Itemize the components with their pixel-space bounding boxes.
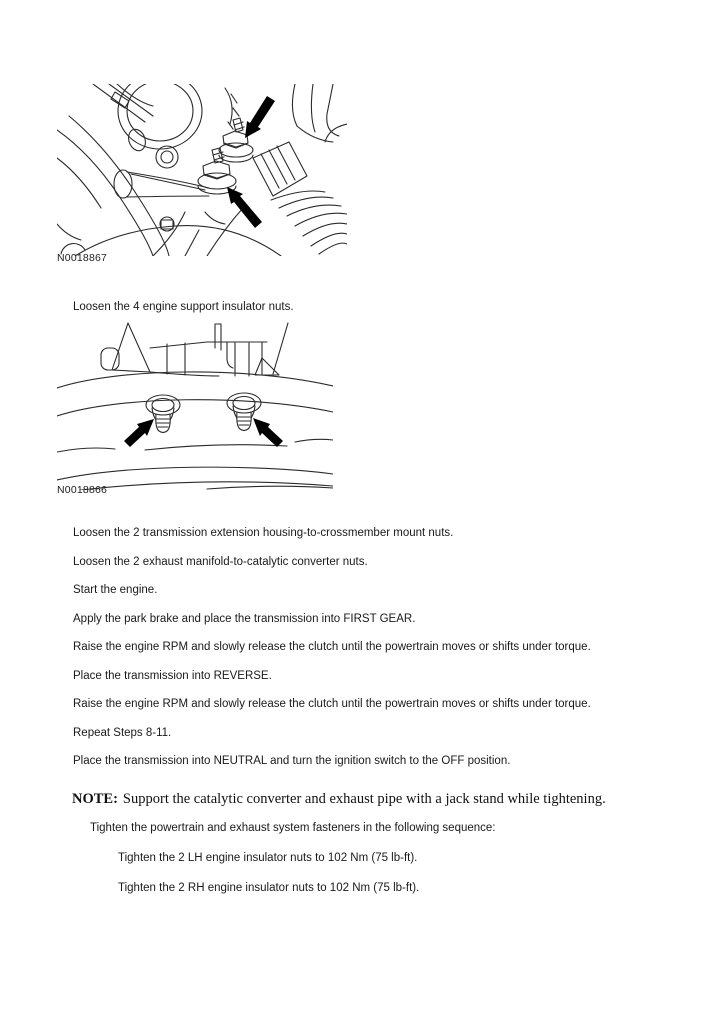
- arrow-right-mount-nut: [253, 418, 283, 447]
- note-paragraph: [72, 791, 606, 808]
- arrow-left-mount-nut: [124, 419, 154, 447]
- note-label: NOTE:: [72, 790, 118, 807]
- step-reverse: Place the transmission into REVERSE.: [73, 669, 272, 682]
- figure-crossmember-mount-nuts: [57, 318, 333, 496]
- step-raise-rpm-first: Raise the engine RPM and slowly release the clutch until the powertrain moves or shifts under torque.: [73, 640, 591, 653]
- step-loosen-converter-nuts: Loosen the 2 exhaust manifold-to-catalytic converter nuts.: [73, 555, 368, 568]
- substep-tighten-lh-nuts: Tighten the 2 LH engine insulator nuts to 102 Nm (75 lb-ft).: [118, 851, 418, 864]
- figure1-label: N0018867: [57, 252, 108, 264]
- step-repeat: Repeat Steps 8-11.: [73, 726, 172, 739]
- step-start-engine: Start the engine.: [73, 583, 158, 596]
- step-tighten-sequence-intro: Tighten the powertrain and exhaust system fasteners in the following sequence:: [90, 821, 496, 834]
- step-loosen-crossmember-nuts: Loosen the 2 transmission extension housing-to-crossmember mount nuts.: [73, 526, 454, 539]
- step-loosen-engine-insulator-nuts: Loosen the 4 engine support insulator nuts.: [73, 300, 294, 313]
- substep-tighten-rh-nuts: Tighten the 2 RH engine insulator nuts to 102 Nm (75 lb-ft).: [118, 881, 420, 894]
- engine-support-diagram-image: [57, 84, 347, 256]
- arrow-upper-nut: [245, 96, 275, 138]
- figure-engine-support-insulators: [57, 84, 347, 264]
- arrow-lower-nut: [227, 187, 262, 228]
- step-first-gear: Apply the park brake and place the transmission into FIRST GEAR.: [73, 612, 416, 625]
- step-neutral-off: Place the transmission into NEUTRAL and turn the ignition switch to the OFF position.: [73, 754, 511, 767]
- note-text: Support the catalytic converter and exhaust pipe with a jack stand while tightening.: [122, 790, 606, 807]
- step-raise-rpm-reverse: Raise the engine RPM and slowly release the clutch until the powertrain moves or shifts under torque.: [73, 697, 591, 710]
- figure2-label: N0018866: [57, 484, 108, 496]
- crossmember-diagram-image: [57, 318, 333, 490]
